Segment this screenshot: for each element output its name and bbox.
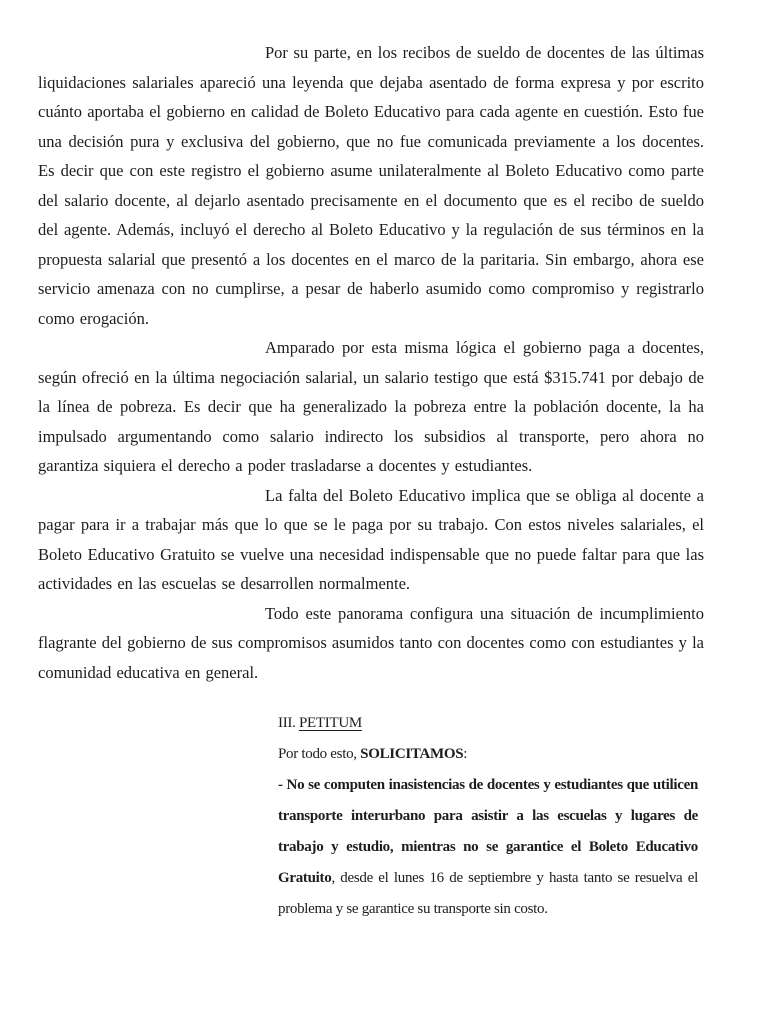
petitum-section	[278, 708, 698, 925]
petitum-heading-title: PETITUM	[299, 715, 362, 731]
petitum-heading	[278, 708, 698, 739]
document-body	[38, 38, 704, 687]
body-paragraph-incumplimiento: Todo este panorama configura una situación de incumplimiento flagrante del gobierno de sus compromisos asumidos tanto con docentes como con estudiantes y la comunidad educativa en general.	[38, 603, 704, 682]
body-paragraph-salario-testigo: Amparado por esta misma lógica el gobierno paga a docentes, según ofreció en la última negociación salarial, un salario testigo que está $315.741 por debajo de la línea de pobreza. Es decir que ha generalizado la pobreza entre la población docente, la ha impulsado argumentando como salario indirecto los subsidios al transporte, pero ahora no garantiza siquiera el derecho a poder trasladarse a docentes y estudiantes.	[38, 338, 704, 475]
petitum-heading-number: III.	[278, 715, 299, 731]
petitum-request-item	[278, 770, 698, 925]
petitum-intro-emphasis: SOLICITAMOS	[360, 746, 464, 762]
body-paragraph-recibos-sueldo: Por su parte, en los recibos de sueldo de docentes de las últimas liquidaciones salariales apareció una leyenda que dejaba asentado de forma expresa y por escrito cuánto aportaba el gobierno en calidad de Boleto Educativo para cada agente en cuestión. Esto fue una decisión pura y exclusiva del gobierno, que no fue comunicada previamente a los docentes. Es decir que con este registro el gobierno asume unilateralmente al Boleto Educativo como parte del salario docente, al dejarlo asentado precisamente en el documento que es el recibo de sueldo del agente. Además, incluyó el derecho al Boleto Educativo y la regulación de sus términos en la propuesta salarial que presentó a los docentes en el marco de la paritaria. Sin embargo, ahora ese servicio amenaza con no cumplirse, a pesar de haberlo asumido como compromiso y registrarlo como erogación.	[38, 43, 704, 328]
petitum-intro-suffix: :	[463, 746, 468, 762]
body-paragraph-falta-boleto: La falta del Boleto Educativo implica que se obliga al docente a pagar para ir a trabajar más que lo que se le paga por su trabajo. Con estos niveles salariales, el Boleto Educativo Gratuito se vuelve una necesidad indispensable que no puede faltar para que las actividades en las escuelas se desarrollen normalmente.	[38, 485, 704, 593]
petitum-intro	[278, 739, 698, 770]
petitum-intro-prefix: Por todo esto,	[278, 746, 361, 762]
petitum-request-bold-text: - No se computen inasistencias de docentes y estudiantes que utilicen transporte interurbano para asistir a las escuelas y lugares de trabajo y estudio, mientras no se garantice el Boleto Educativo Gratuito	[278, 777, 698, 886]
petitum-request-regular-text: , desde el lunes 16 de septiembre y hasta tanto se resuelva el problema y se garantice su transporte sin costo.	[278, 870, 698, 917]
